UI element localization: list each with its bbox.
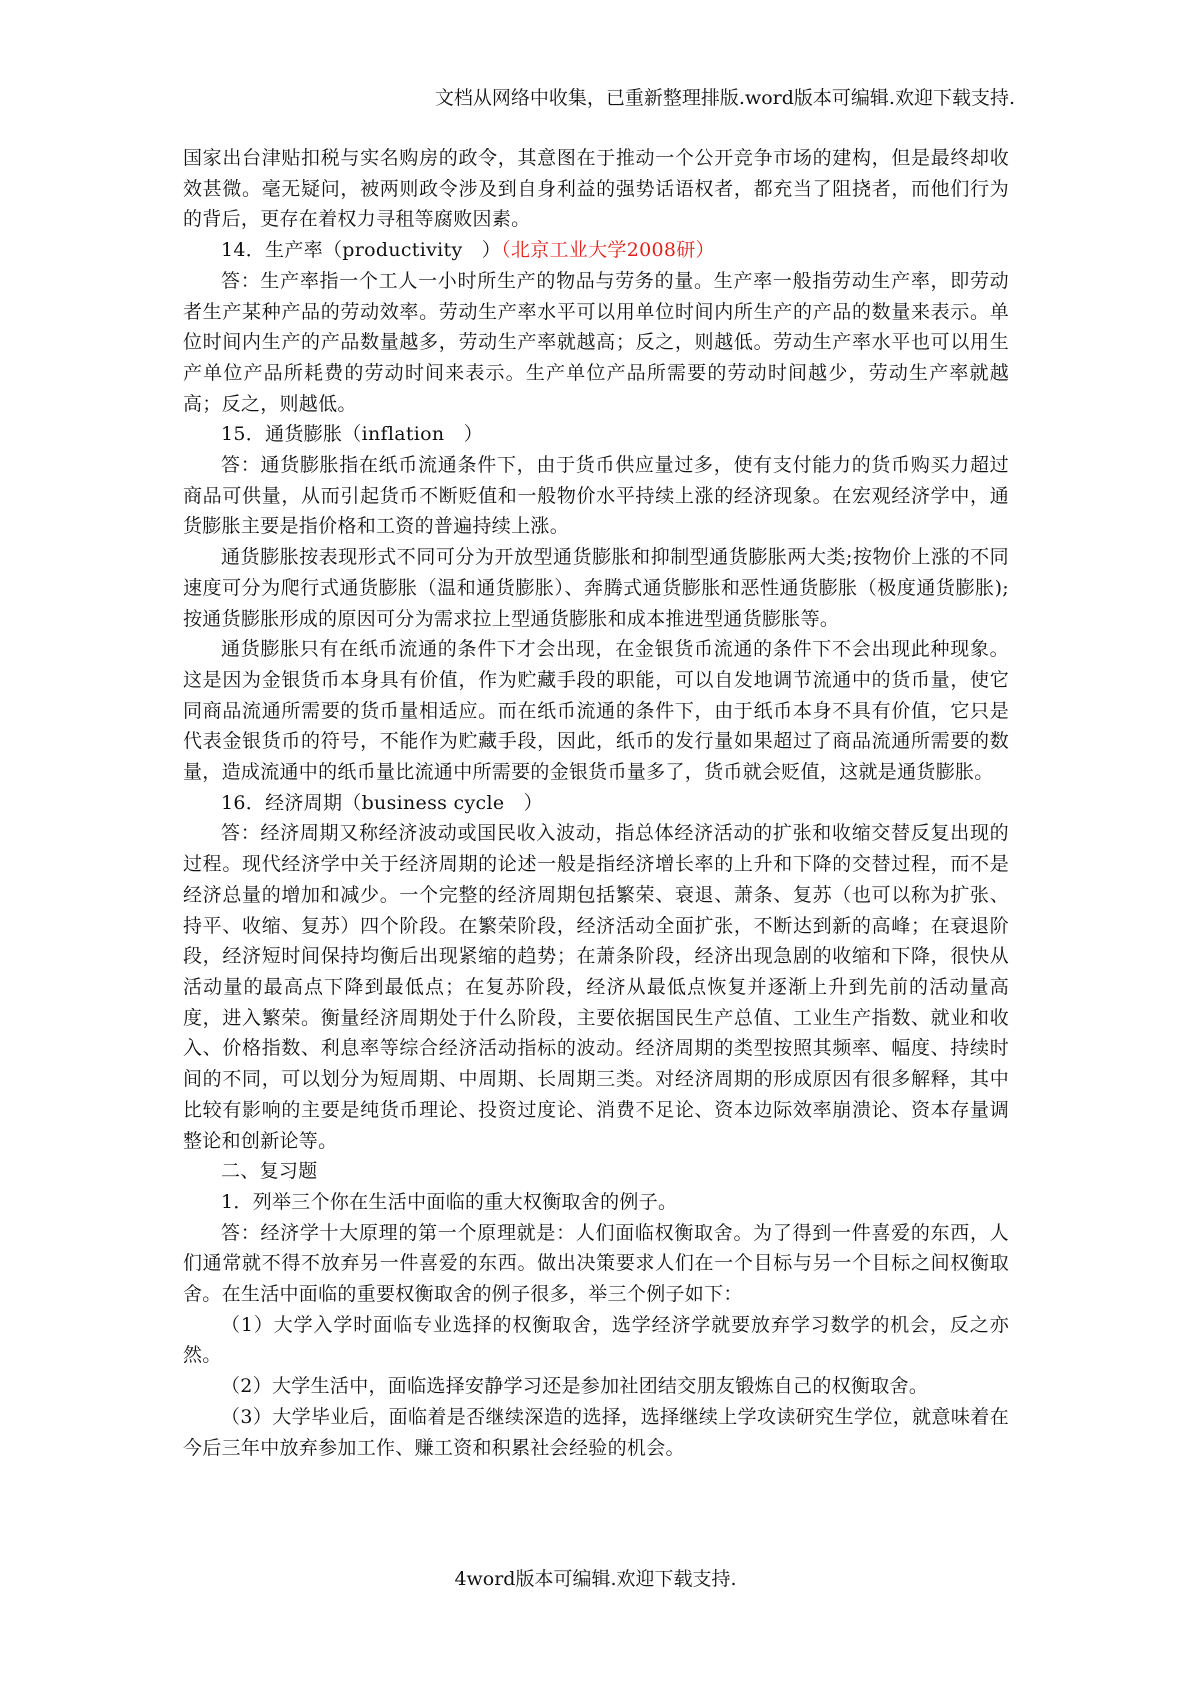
paragraph: 通货膨胀按表现形式不同可分为开放型通货膨胀和抑制型通货膨胀两大类;按物价上涨的不同速度可分为爬行式通货膨胀（温和通货膨胀）、奔腾式通货膨胀和恶性通货膨胀（极度通货膨胀);按通货膨胀形成的原因可分为需求拉上型通货膨胀和成本推进型通货膨胀等。 — [183, 546, 1009, 630]
source-note: （北京工业大学2008研） — [501, 239, 715, 262]
term-heading-productivity — [183, 235, 1009, 266]
section-heading: 二、复习题 — [221, 1160, 318, 1183]
list-item: （3）大学毕业后，面临着是否继续深造的选择，选择继续上学攻读研究生学位，就意味着在今后三年中放弃参加工作、赚工资和积累社会经验的机会。 — [183, 1405, 1009, 1459]
paragraph: 答：通货膨胀指在纸币流通条件下，由于货币供应量过多，使有支付能力的货币购买力超过商品可供量，从而引起货币不断贬值和一般物价水平持续上涨的经济现象。在宏观经济学中，通货膨胀主要是指价格和工资的普遍持续上涨。 — [183, 454, 1009, 538]
question: 1．列举三个你在生活中面临的重大权衡取舍的例子。 — [221, 1190, 678, 1213]
paragraph: 通货膨胀只有在纸币流通的条件下才会出现，在金银货币流通的条件下不会出现此种现象。这是因为金银货币本身具有价值，作为贮藏手段的职能，可以自发地调节流通中的货币量，使它同商品流通所需要的货币量相适应。而在纸币流通的条件下，由于纸币本身不具有价值，它只是代表金银货币的符号，不能作为贮藏手段，因此，纸币的发行量如果超过了商品流通所需要的数量，造成流通中的纸币量比流通中所需要的金银货币量多了，货币就会贬值，这就是通货膨胀。 — [183, 638, 1009, 784]
document-body — [183, 143, 1009, 1463]
paragraph: 国家出台津贴扣税与实名购房的政令，其意图在于推动一个公开竞争市场的建构，但是最终却收效甚微。毫无疑问，被两则政令涉及到自身利益的强势话语权者，都充当了阻挠者，而他们行为的背后，更存在着权力寻租等腐败因素。 — [183, 147, 1009, 231]
term-heading-text: 14．生产率（productivity ） — [221, 239, 502, 262]
paragraph: 答：经济学十大原理的第一个原理就是：人们面临权衡取舍。为了得到一件喜爱的东西，人们通常就不得不放弃另一件喜爱的东西。做出决策要求人们在一个目标与另一个目标之间权衡取舍。在生活中面临的重要权衡取舍的例子很多，举三个例子如下： — [183, 1221, 1009, 1306]
page-footer: 4word版本可编辑.欢迎下载支持. — [454, 1568, 737, 1590]
term-heading-business-cycle: 16．经济周期（business cycle ） — [221, 791, 543, 814]
paragraph: 答：经济周期又称经济波动或国民收入波动，指总体经济活动的扩张和收缩交替反复出现的过程。现代经济学中关于经济周期的论述一般是指经济增长率的上升和下降的交替过程，而不是经济总量的增加和减少。一个完整的经济周期包括繁荣、衰退、萧条、复苏（也可以称为扩张、持平、收缩、复苏）四个阶段。在繁荣阶段，经济活动全面扩张，不断达到新的高峰；在衰退阶段，经济短时间保持均衡后出现紧缩的趋势；在萧条阶段，经济出现急剧的收缩和下降，很快从活动量的最高点下降到最低点；在复苏阶段，经济从最低点恢复并逐渐上升到先前的活动量高度，进入繁荣。衡量经济周期处于什么阶段，主要依据国民生产总值、工业生产指数、就业和收入、价格指数、利息率等综合经济活动指标的波动。经济周期的类型按照其频率、幅度、持续时间的不同，可以划分为短周期、中周期、长周期三类。对经济周期的形成原因有很多解释，其中比较有影响的主要是纯货币理论、投资过度论、消费不足论、资本边际效率崩溃论、资本存量调整论和创新论等。 — [183, 822, 1009, 1152]
list-item: （2）大学生活中，面临选择安静学习还是参加社团结交朋友锻炼自己的权衡取舍。 — [221, 1375, 929, 1398]
page-header: 文档从网络中收集，已重新整理排版.word版本可编辑.欢迎下载支持. — [434, 87, 1015, 109]
list-item: （1）大学入学时面临专业选择的权衡取舍，选学经济学就要放弃学习数学的机会，反之亦然。 — [183, 1313, 1009, 1367]
term-heading-inflation: 15．通货膨胀（inflation ） — [221, 423, 484, 446]
paragraph: 答：生产率指一个工人一小时所生产的物品与劳务的量。生产率一般指劳动生产率，即劳动者生产某种产品的劳动效率。劳动生产率水平可以用单位时间内所生产的产品的数量来表示。单位时间内生产的产品数量越多，劳动生产率就越高；反之，则越低。劳动生产率水平也可以用生产单位产品所耗费的劳动时间来表示。生产单位产品所需要的劳动时间越少，劳动生产率就越高；反之，则越低。 — [183, 269, 1009, 415]
